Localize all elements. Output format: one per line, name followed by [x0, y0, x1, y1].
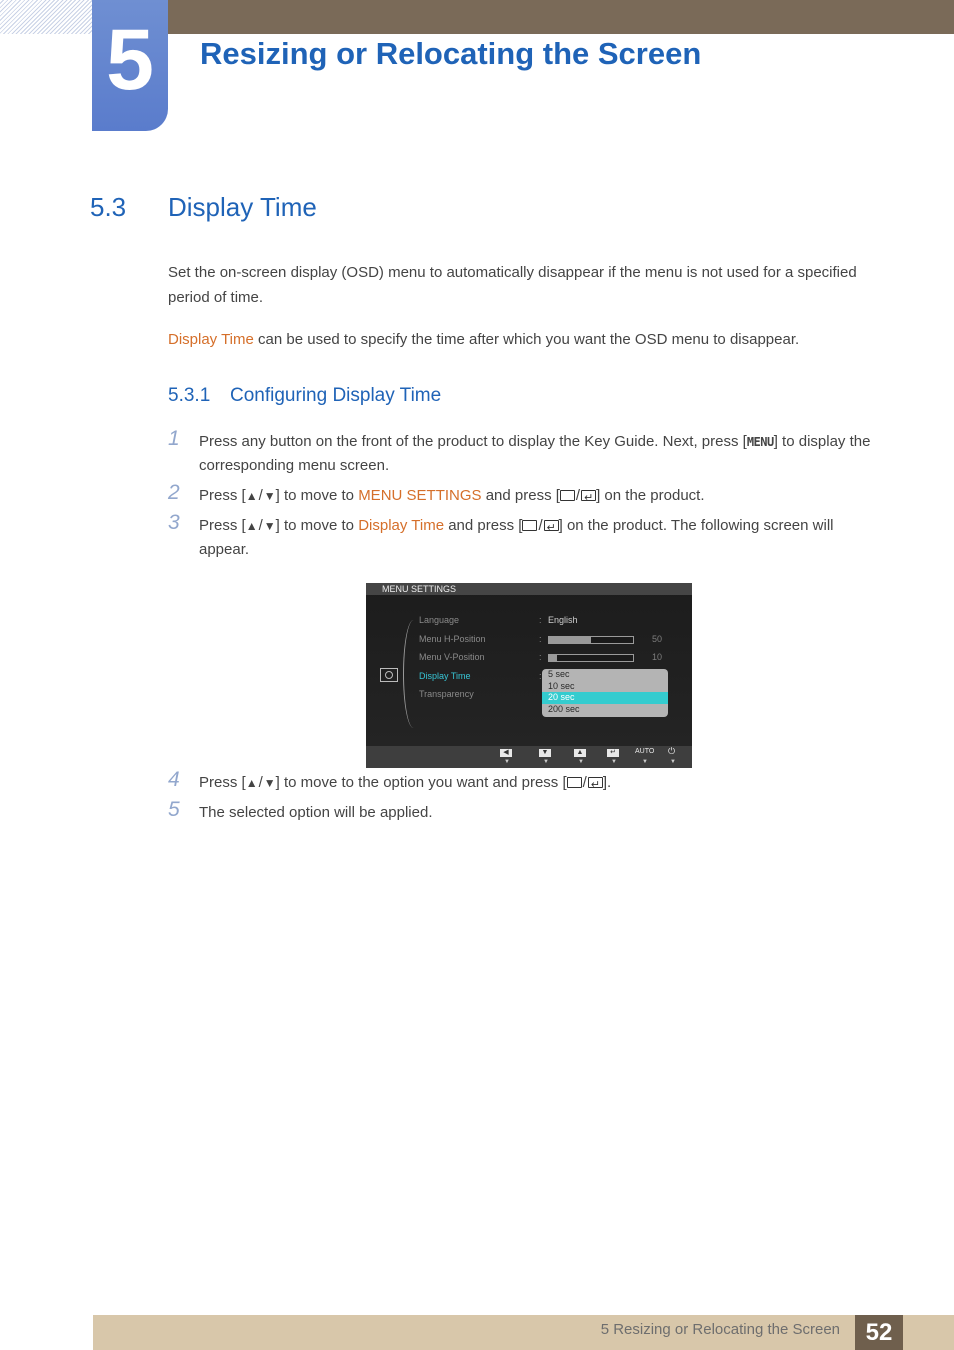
step-text: ] on the product.	[596, 487, 705, 504]
section-description	[168, 327, 888, 352]
section-number: 5.3	[90, 192, 127, 222]
osd-h-position-fill	[549, 637, 591, 643]
menu-settings-term: MENU SETTINGS	[358, 487, 482, 504]
option-20-sec: 20 sec	[542, 692, 668, 704]
osd-key-guide: ◀ ▼ ▼ ▼ ▲ ▼ ↵ ▼ AUTO ▼ ⏻ ▼	[366, 746, 692, 768]
osd-menu-arc	[403, 620, 424, 728]
enter-icon	[544, 520, 559, 531]
step-text: Press [	[199, 487, 246, 504]
step-number: 1	[168, 427, 180, 450]
up-arrow-icon: ▲	[245, 519, 258, 533]
power-icon: ⏻	[668, 746, 676, 756]
step-text: ] on the product. The following screen will appear.	[199, 517, 834, 558]
subsection-heading	[168, 385, 441, 407]
enter-icon	[581, 490, 596, 501]
source-icon	[567, 777, 582, 788]
page-number: 52	[855, 1315, 903, 1350]
step-4: 4 Press [▲/▼] to move to the option you want and press [ /↵ ].	[168, 771, 884, 795]
chapter-top-bar	[92, 0, 954, 34]
osd-language-value: English	[548, 615, 578, 625]
source-icon	[560, 490, 575, 501]
enter-icon	[588, 777, 603, 788]
step-text: ] to move to	[275, 487, 359, 504]
footer-chapter-title: 5 Resizing or Relocating the Screen	[600, 1321, 840, 1338]
step-3: 3 Press [▲/▼] to move to Display Time and press [ /↵ ] on the product. The following screen will appear.	[168, 514, 884, 562]
option-10-sec: 10 sec	[548, 680, 575, 691]
display-time-term: Display Time	[358, 517, 445, 534]
step-1	[168, 427, 884, 478]
up-arrow-icon: ▲	[245, 776, 258, 790]
osd-item-language: Language	[419, 615, 460, 625]
step-5	[168, 798, 884, 825]
display-time-dropdown	[542, 669, 668, 717]
osd-v-position-bar	[548, 654, 634, 662]
section-heading	[90, 192, 317, 223]
left-arrow-icon: ◀	[500, 749, 512, 757]
enter-icon: ↵	[607, 749, 619, 757]
decorative-hatch	[0, 0, 92, 34]
up-arrow-icon: ▲	[574, 749, 586, 757]
subsection-title: Configuring Display Time	[230, 385, 442, 406]
step-text: and press [	[481, 487, 560, 504]
step-text: Press [	[199, 774, 246, 791]
osd-h-position-value: 50	[652, 634, 663, 644]
step-text: ] to display the corresponding menu screen.	[199, 433, 871, 474]
step-2: 2 Press [▲/▼] to move to MENU SETTINGS and press [ /↵ ] on the product.	[168, 484, 884, 508]
down-arrow-icon: ▼	[263, 489, 276, 503]
menu-key-label: MENU	[746, 435, 774, 449]
display-time-term: Display Time	[168, 331, 254, 348]
down-arrow-icon: ▼	[263, 519, 276, 533]
subsection-number: 5.3.1	[168, 385, 211, 406]
osd-item-display-time: Display Time	[419, 671, 471, 681]
osd-item-transparency: Transparency	[419, 689, 474, 699]
down-arrow-icon: ▼	[263, 776, 276, 790]
step-number: 2	[168, 481, 180, 504]
step-text: The selected option will be applied.	[199, 804, 433, 821]
osd-item-menu-v-position: Menu V-Position	[419, 652, 485, 662]
chapter-title: Resizing or Relocating the Screen	[200, 36, 702, 71]
chapter-number-box: 5	[92, 0, 168, 131]
section-title: Display Time	[168, 192, 317, 222]
source-icon	[522, 520, 537, 531]
osd-title: MENU SETTINGS	[366, 583, 692, 595]
option-200-sec: 200 sec	[548, 703, 580, 714]
step-text: ] to move to	[275, 517, 359, 534]
osd-h-position-bar	[548, 636, 634, 644]
osd-settings-icon	[380, 668, 398, 682]
step-number: 5	[168, 798, 180, 821]
page-footer	[93, 1315, 954, 1350]
section-intro: Set the on-screen display (OSD) menu to automatically disappear if the menu is not used for a specified period of time.	[168, 264, 857, 306]
option-5-sec: 5 sec	[548, 669, 570, 679]
up-arrow-icon: ▲	[245, 489, 258, 503]
step-text: Press any button on the front of the product to display the Key Guide. Next, press [	[199, 433, 747, 450]
step-text: ] to move to the option you want and press [	[275, 774, 567, 791]
step-number: 3	[168, 511, 180, 534]
osd-item-menu-h-position: Menu H-Position	[419, 634, 486, 644]
step-text: and press [	[444, 517, 523, 534]
osd-menu-screenshot: MENU SETTINGS Language : English Menu H-Position : 50 Menu V-Position : 10 Display Time : Transparency 5 sec 10 sec 20 sec 200 sec ◀ ▼ ▼ ▼ ▲ ▼ ↵ ▼ AUTO ▼ ⏻ ▼	[366, 583, 692, 768]
osd-v-position-value: 10	[652, 652, 663, 662]
step-text: Press [	[199, 517, 246, 534]
down-arrow-icon: ▼	[539, 749, 551, 757]
description-text: can be used to specify the time after which you want the OSD menu to disappear.	[253, 331, 800, 348]
auto-label: AUTO	[635, 748, 655, 755]
step-number: 4	[168, 768, 180, 791]
osd-v-position-fill	[549, 655, 557, 661]
step-text: ].	[602, 774, 612, 791]
